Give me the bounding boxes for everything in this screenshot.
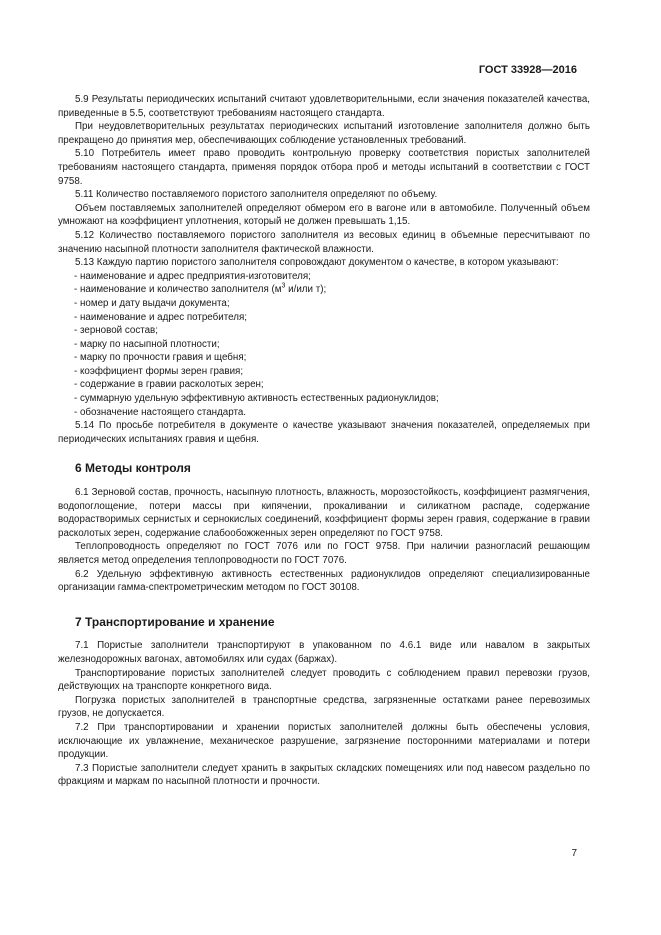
list-item: - наименование и адрес потребителя; bbox=[74, 311, 247, 323]
clause-7-1-continued-2: Погрузка пористых заполнителей в транспортные средства, загрязненные остатками ранее перевозимых грузов, не допускается. bbox=[58, 694, 590, 720]
clause-7-1-continued: Транспортирование пористых заполнителей следует проводить с соблюдением правил перевозки грузов, действующих на транспорте конкретного вида. bbox=[58, 667, 590, 693]
clause-6-1-continued: Теплопроводность определяют по ГОСТ 7076 или по ГОСТ 9758. При наличии разногласий решающим является метод определения теплопроводности по ГОСТ 7076. bbox=[58, 541, 590, 566]
clause-5-14: 5.14 По просьбе потребителя в документе о качестве указывают значения показателей, определяемых при периодических испытаниях гравия и щебня. bbox=[58, 420, 590, 445]
list-item: - коэффициент формы зерен гравия; bbox=[74, 365, 244, 377]
clause-5-11: 5.11 Количество поставляемого пористого заполнителя определяют по объему. bbox=[75, 189, 438, 201]
clause-6-2: 6.2 Удельную эффективную активность естественных радионуклидов определяют специализированные организации гамма-спектрометрическим методом по ГОСТ 30108. bbox=[58, 568, 590, 594]
clause-7-1: 7.1 Пористые заполнители транспортируют в упакованном по 4.6.1 виде или навалом в закрытых железнодорожных вагонах, автомобилях или судах (баржах). bbox=[58, 640, 590, 665]
page-header-standard: ГОСТ 33928—2016 bbox=[478, 64, 577, 76]
superscript: 3 bbox=[281, 283, 286, 291]
list-item bbox=[74, 283, 590, 297]
page-content bbox=[58, 93, 590, 789]
list-item: - суммарную удельную эффективную активность естественных радионуклидов; bbox=[74, 393, 439, 405]
list-item: - марку по насыпной плотности; bbox=[74, 338, 220, 350]
quality-document-list bbox=[58, 270, 590, 420]
section-heading-6: 6 Методы контроля bbox=[75, 461, 191, 476]
list-item: - содержание в гравии расколотых зерен; bbox=[74, 379, 264, 391]
clause-6-1: 6.1 Зерновой состав, прочность, насыпную плотность, влажность, морозостойкость, коэффициент размягчения, водопоглощение, потери массы при кипячении, прокаливании и силикатном распаде, содержание водорастворимых сернистых и сернокислых соединений, коэффициент формы зерен гравия, содержание в гравии расколотых зерен, содержание слабообожженных зерен определяют по ГОСТ 9758. bbox=[58, 487, 590, 539]
list-item: - обозначение настоящего стандарта. bbox=[74, 406, 247, 418]
section-heading-7: 7 Транспортирование и хранение bbox=[75, 614, 275, 629]
clause-5-10: 5.10 Потребитель имеет право проводить контрольную проверку соответствия пористых заполнителей требованиям настоящего стандарта, применяя порядок отбора проб и методы испытаний в соответствии с ГОСТ 9758. bbox=[58, 148, 590, 187]
clause-5-12: 5.12 Количество поставляемого пористого заполнителя из весовых единиц в объемные пересчитывают по значению насыпной плотности заполнителя фактической влажности. bbox=[58, 229, 590, 255]
list-item-text: и/или т); bbox=[285, 284, 327, 296]
clause-5-9: 5.9 Результаты периодических испытаний считают удовлетворительными, если значения показателей качества, приведенные в 5.5, соответствуют требованиям настоящего стандарта. bbox=[58, 94, 590, 119]
page-number: 7 bbox=[571, 848, 577, 859]
list-item: - марку по прочности гравия и щебня; bbox=[74, 352, 247, 364]
clause-7-2: 7.2 При транспортировании и хранении пористых заполнителей должны быть обеспечены условия, исключающие их увлажнение, механическое разрушение, загрязнение посторонними материалами и потери продукции. bbox=[58, 721, 590, 761]
list-item-text: - наименование и количество заполнителя (м bbox=[74, 284, 282, 296]
list-item: - наименование и адрес предприятия-изготовителя; bbox=[74, 270, 311, 282]
clause-7-3: 7.3 Пористые заполнители следует хранить в закрытых складских помещениях или под навесом раздельно по фракциям и маркам по насыпной плотности и прочности. bbox=[58, 762, 590, 788]
clause-5-13: 5.13 Каждую партию пористого заполнителя сопровождают документом о качестве, в котором указывают: bbox=[75, 257, 559, 269]
clause-5-11-continued: Объем поставляемых заполнителей определяют обмером его в вагоне или в автомобиле. Полученный объем умножают на коэффициент уплотнения, который не должен превышать 1,15. bbox=[58, 202, 590, 228]
list-item: - номер и дату выдачи документа; bbox=[74, 297, 230, 309]
clause-5-9-continued: При неудовлетворительных результатах периодических испытаний изготовление заполнителя должно быть прекращено до принятия мер, обеспечивающих соблюдение установленных требований. bbox=[58, 121, 590, 146]
list-item: - зерновой состав; bbox=[74, 325, 158, 337]
